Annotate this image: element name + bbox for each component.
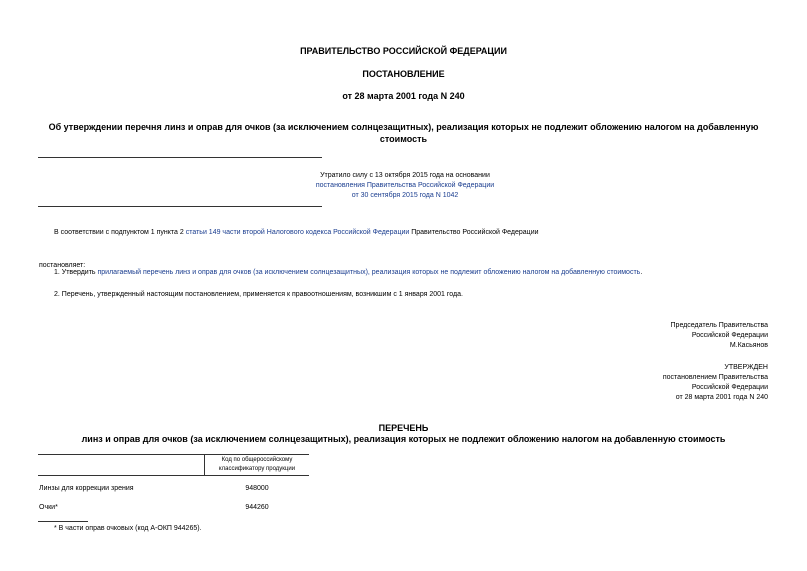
list-subtitle: линз и оправ для очков (за исключением солнцезащитных), реализация которых не подлежит обложению налогом на добавленную стоимость (81, 434, 726, 444)
status-link-date[interactable]: от 30 сентября 2015 года N 1042 (351, 192, 459, 199)
signature-name: М.Касьянов (729, 342, 768, 349)
preamble-text-before: В соответствии с подпунктом 1 пункта 2 (54, 229, 186, 236)
table-row-code: 944260 (245, 504, 269, 511)
status-divider-bottom (38, 206, 322, 207)
table-header-code-line1: Код по общероссийскому (221, 457, 293, 463)
tax-code-link[interactable]: статьи 149 части второй Налогового кодекса Российской Федерации (185, 229, 410, 236)
document-type: ПОСТАНОВЛЕНИЕ (362, 69, 445, 79)
status-divider-top (38, 157, 322, 158)
preamble (54, 228, 539, 238)
approved-date: от 28 марта 2001 года N 240 (675, 394, 768, 401)
document-date: от 28 марта 2001 года N 240 (342, 91, 465, 101)
preamble-text-after: Правительство Российской Федерации (409, 229, 539, 236)
table-header-line (38, 475, 309, 476)
item-2: 2. Перечень, утвержденный настоящим постановлением, применяется к правоотношениям, возникшим с 1 января 2001 года. (54, 291, 463, 298)
footnote-divider (38, 521, 88, 522)
item-1 (54, 268, 642, 278)
table-top-line (38, 454, 309, 455)
signature-line1: Председатель Правительства (670, 322, 768, 329)
status-link-resolution[interactable]: постановления Правительства Российской Федерации (315, 182, 495, 189)
attached-list-link[interactable]: прилагаемый перечень линз и оправ для очков (за исключением солнцезащитных), реализация которых не подлежит обложению налогом на добавленную стоимость (97, 269, 641, 276)
footnote: * В части оправ очковых (код А-ОКП 944265). (54, 525, 202, 532)
document-title-line2: стоимость (379, 134, 428, 144)
document-title-line1: Об утверждении перечня линз и оправ для очков (за исключением солнцезащитных), реализация которых не подлежит обложению налогом на добавленную (48, 122, 759, 132)
resolves-label: постановляет: (39, 262, 86, 269)
table-row-name: Очки* (39, 504, 58, 511)
list-title: ПЕРЕЧЕНЬ (378, 423, 429, 433)
approved-line2: постановлением Правительства (662, 374, 768, 381)
table-header-code-line2: классификатору продукции (218, 466, 296, 472)
status-line: Утратило силу с 13 октября 2015 года на основании (320, 172, 490, 179)
item-1-prefix: 1. Утвердить (54, 269, 98, 276)
signature-line2: Российской Федерации (691, 332, 768, 339)
approved-label: УТВЕРЖДЕН (724, 364, 768, 371)
government-name: ПРАВИТЕЛЬСТВО РОССИЙСКОЙ ФЕДЕРАЦИИ (300, 46, 507, 56)
table-row-name: Линзы для коррекции зрения (39, 485, 134, 492)
item-1-suffix: . (640, 269, 643, 276)
approved-line3: Российской Федерации (691, 384, 768, 391)
table-row-code: 948000 (245, 485, 269, 492)
